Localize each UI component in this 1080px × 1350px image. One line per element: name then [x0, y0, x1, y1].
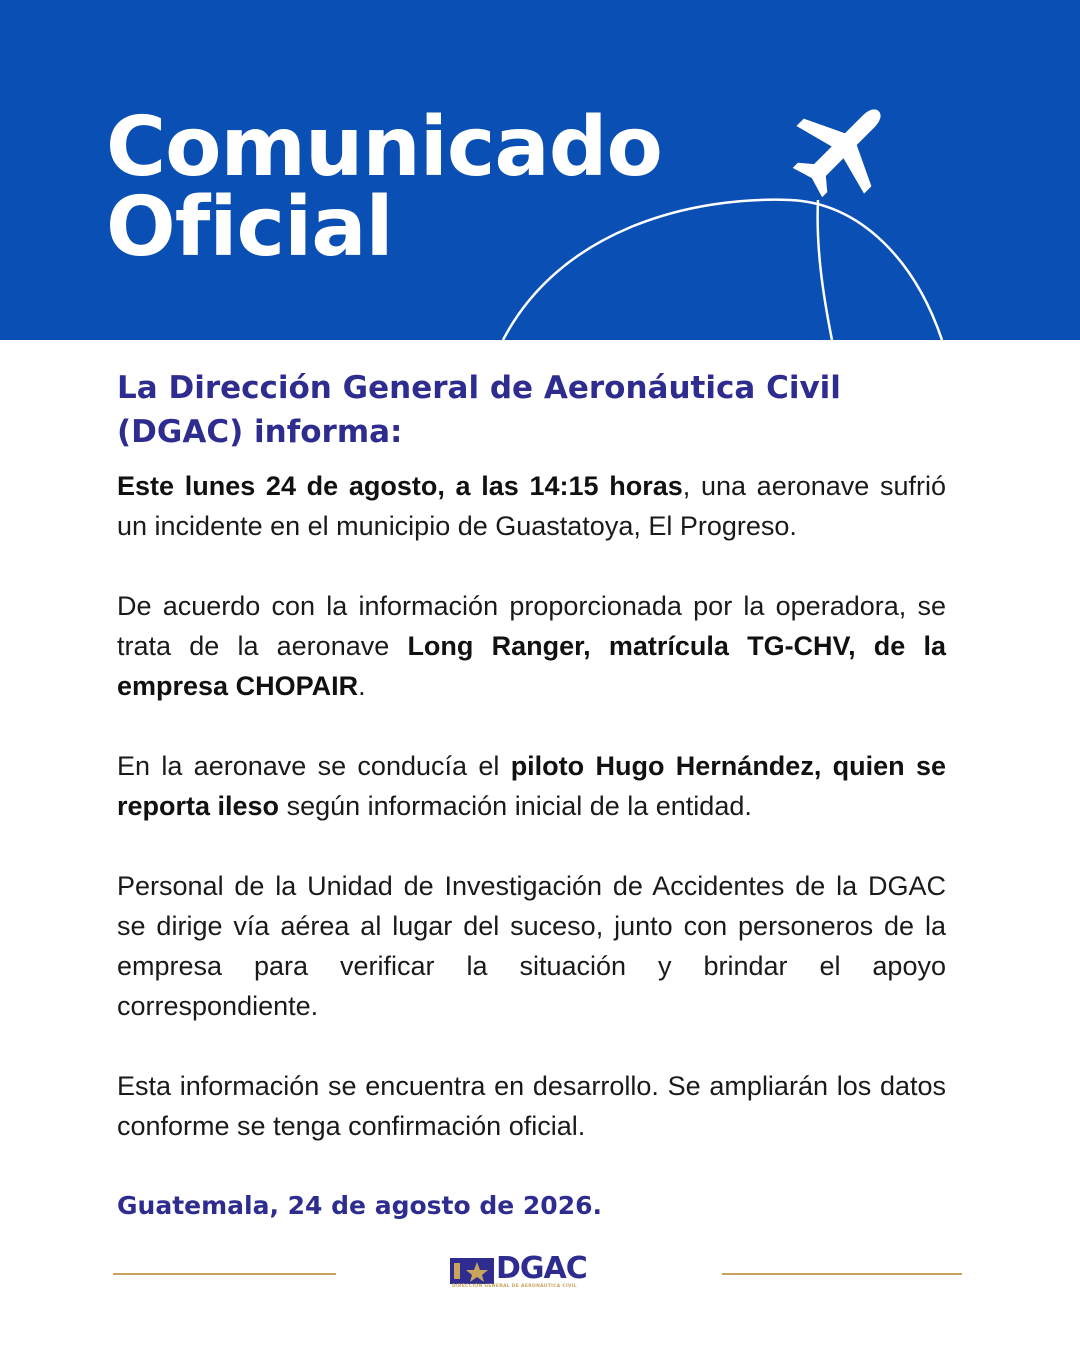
body-text: De acuerdo con la información proporcionada por la operadora, se trata de la aeronave: [117, 591, 946, 661]
divider-right: [722, 1273, 962, 1275]
logo-text: DGAC: [496, 1251, 587, 1286]
paragraph-investigation: [117, 866, 946, 1026]
paragraph-incident: [117, 466, 946, 546]
dgac-emblem-icon: [450, 1258, 494, 1284]
paragraph-aircraft: [117, 586, 946, 706]
page-title: [106, 100, 662, 275]
body-text: .: [358, 671, 366, 701]
section-heading: La Dirección General de Aeronáutica Civil (DGAC) informa:: [117, 370, 841, 450]
dateline: Guatemala, 24 de agosto de 2026.: [117, 1191, 602, 1220]
paragraph-pilot: [117, 746, 946, 826]
bold-text: piloto Hugo Hernández, quien se reporta ileso: [117, 751, 946, 821]
title-line-2: Oficial: [106, 180, 393, 275]
body-text: Personal de la Unidad de Investigación de Accidentes de la DGAC se dirige vía aérea al lugar del suceso, junto con personeros de la empresa para verificar la situación y brindar el apoyo correspondiente.: [117, 871, 946, 1021]
header-banner: [0, 0, 1080, 340]
logo-subtitle: DIRECCIÓN GENERAL DE AERONÁUTICA CIVIL: [452, 1284, 577, 1289]
bold-text: Long Ranger, matrícula TG-CHV, de la empresa CHOPAIR: [117, 631, 946, 701]
body-text: En la aeronave se conducía el: [117, 751, 511, 781]
body-text: , una aeronave sufrió un incidente en el municipio de Guastatoya, El Progreso.: [117, 471, 946, 541]
title-line-1: Comunicado: [106, 100, 662, 195]
bold-text: Este lunes 24 de agosto, a las 14:15 horas: [117, 471, 683, 501]
divider-left: [113, 1273, 336, 1275]
paragraph-status: [117, 1066, 946, 1146]
airplane-icon: [790, 96, 894, 200]
body-text: según información inicial de la entidad.: [279, 791, 752, 821]
dgac-logo: [450, 1251, 606, 1292]
body-text: Esta información se encuentra en desarrollo. Se ampliarán los datos conforme se tenga confirmación oficial.: [117, 1071, 946, 1141]
